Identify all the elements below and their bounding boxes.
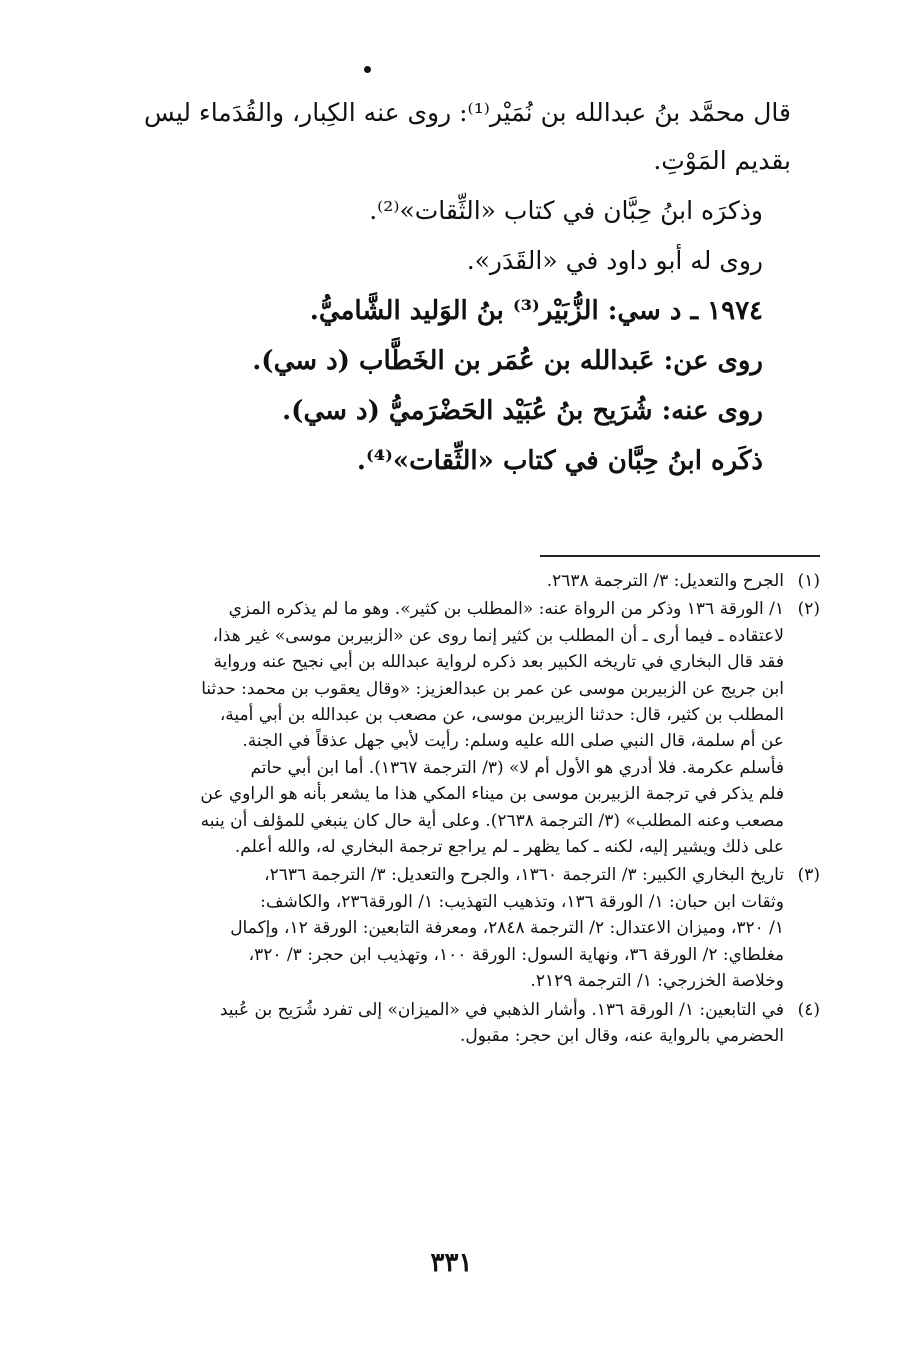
footnote-line: في التابعين: ١/ الورقة ١٣٦. وأشار الذهبي في «الميزان» إلى تفرد شُرَيح بن عُبيد xyxy=(219,999,784,1020)
entry-line-2: روى عنه: شُرَيح بنُ عُبَيْد الحَضْرَميُّ (د سي). xyxy=(282,396,763,426)
footnote-number: (٢) xyxy=(797,599,820,620)
footnote-line: المطلب بن كثير، قال: حدثنا الزبيربن موسى، عن مصعب بن عبدالله بن أبي أمية، xyxy=(219,705,784,726)
footnote-line: ١/ الورقة ١٣٦ وذكر من الرواة عنه: «المطلب بن كثير». وهو ما لم يذكره المزي xyxy=(228,599,784,620)
footnote-line: على ذلك ويشير إليه، لكنه ـ كما يظهر ـ لم يراجع ترجمة البخاري له، والله أعلم. xyxy=(234,837,784,858)
footnote-divider xyxy=(540,555,820,557)
footnotes xyxy=(120,568,820,1051)
footnote-line: لاعتقاده ـ فيما أرى ـ أن المطلب بن كثير إنما روى عن «الزبيربن موسى» غير هذا، xyxy=(212,625,784,646)
footnote-line: وثقات ابن حبان: ١/ الورقة ١٣٦، وتذهيب التهذيب: ١/ الورقة٢٣٦، والكاشف: xyxy=(260,891,784,912)
ink-dot xyxy=(364,66,371,73)
footnote-line: فلم يذكر في ترجمة الزبيربن موسى بن ميناء المكي هذا ما يشعر بأنه هو الراوي عن xyxy=(200,784,784,805)
footnote-line: مصعب وعنه المطلب» (٣/ الترجمة ٢٦٣٨). وعلى أية حال كان ينبغي للمؤلف أن ينبه xyxy=(200,810,784,831)
footnote-number: (١) xyxy=(797,571,820,591)
footnote-line: تاريخ البخاري الكبير: ٣/ الترجمة ١٣٦٠، والجرح والتعديل: ٣/ الترجمة ٢٦٣٦، xyxy=(264,865,784,886)
main-line-4: روى له أبو داود في «القَدَر». xyxy=(466,246,763,275)
footnote-number: (٤) xyxy=(797,999,820,1020)
main-text xyxy=(120,90,791,486)
footnote-2 xyxy=(120,596,820,860)
footnote-line: فقد قال البخاري في تاريخه الكبير بعد ذكره لرواية عبدالله بن أبي نجيح عنه ورواية xyxy=(213,652,784,673)
main-line-2: بقديم المَوْتِ. xyxy=(653,146,791,175)
main-line-3: وذكرَه ابنُ حِبَّان في كتاب «الثِّقات»⁽²⁾. xyxy=(369,196,763,225)
footnote-line: الحضرمي بالرواية عنه، وقال ابن حجر: مقبول. xyxy=(459,1025,784,1046)
footnote-line: فأسلم عكرمة. فلا أدري هو الأول أم لا» (٣/ الترجمة ١٣٦٧). أما ابن أبي حاتم xyxy=(250,757,784,778)
footnote-line: مغلطاي: ٢/ الورقة ٣٦، ونهاية السول: الورقة ١٠٠، وتهذيب ابن حجر: ٣/ ٣٢٠، xyxy=(248,944,784,965)
footnote-line: الجرح والتعديل: ٣/ الترجمة ٢٦٣٨. xyxy=(546,571,784,591)
footnote-number: (٣) xyxy=(797,865,820,886)
footnote-line: وخلاصة الخزرجي: ١/ الترجمة ٢١٢٩. xyxy=(530,971,784,992)
footnote-line: عن أم سلمة، قال النبي صلى الله عليه وسلم: رأيت لأبي جهل عذقاً في الجنة. xyxy=(242,731,784,752)
main-line-1: قال محمَّد بنُ عبدالله بن نُمَيْر⁽¹⁾: روى عنه الكِبار، والقُدَماء ليس xyxy=(143,98,791,127)
footnote-line: ابن جريج عن الزبيربن موسى عن عمر بن عبدالعزيز: «وقال يعقوب بن محمد: حدثنا xyxy=(201,678,784,699)
entry-line-1: روى عن: عَبدالله بن عُمَر بن الخَطَّاب (د سي). xyxy=(252,346,763,376)
page-number: ٣٣١ xyxy=(430,1248,473,1278)
footnote-line: ١/ ٣٢٠، وميزان الاعتدال: ٢/ الترجمة ٢٨٤٨، ومعرفة التابعين: الورقة ١٢، وإكمال xyxy=(230,918,784,939)
footnote-4 xyxy=(120,997,820,1050)
entry-line-3: ذكَره ابنُ حِبَّان في كتاب «الثِّقات»⁽⁴⁾. xyxy=(356,446,763,476)
footnote-3 xyxy=(120,862,820,994)
entry-heading: ١٩٧٤ ـ د سي: الزُّبَيْر⁽³⁾ بنُ الوَليد الشَّاميُّ. xyxy=(309,296,763,326)
footnote-1 xyxy=(120,568,820,594)
